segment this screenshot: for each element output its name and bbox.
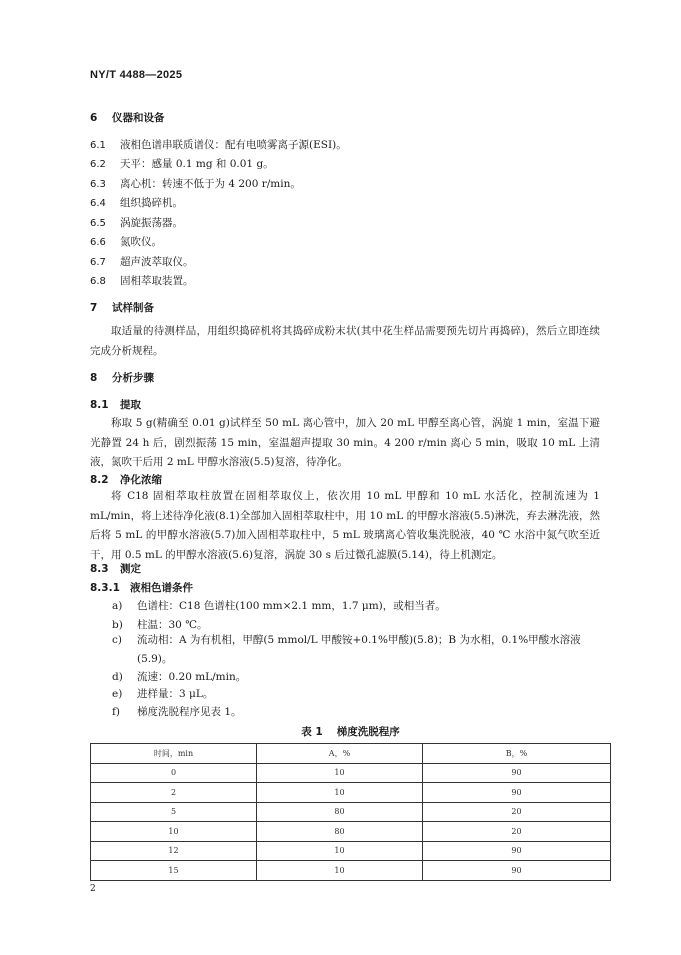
table-cell: 10 [257,861,423,881]
table-cell: 10 [257,783,423,803]
table-row [91,783,611,803]
table-cell: 80 [257,822,423,842]
section-8-1-heading [90,397,141,412]
section-title: 提取 [120,399,141,411]
section-number: 8 [90,372,98,384]
table-cell: 0 [91,763,257,783]
section-6-heading [90,110,165,125]
item-text: 离心机：转速不低于为 4 200 r/min。 [120,178,301,190]
section-8-1-paragraph: 称取 5 g(精确至 0.01 g)试样至 50 mL 离心管中，加入 20 mL 甲醇至离心管，涡旋 1 min，室温下避光静置 24 h 后，剧烈振荡 15 min，室温超声提取 30 min。4 200 r/min 离心 5 min，吸取 10 mL 上清液，氮吹干后用 2 mL 甲醇水溶液(5.5)复溶，待净化。 [90,417,600,468]
table-row [91,763,611,783]
item-text: 液相色谱串联质谱仪：配有电喷雾离子源(ESI)。 [120,139,347,151]
item-text-continuation: (5.9)。 [137,653,173,665]
lc-condition-item [112,598,446,613]
table-label: 表 1 [301,726,323,738]
list-item [90,234,162,249]
item-number: 6.6 [90,237,106,248]
list-marker: b) [112,619,123,631]
list-marker: d) [112,671,123,683]
item-number: 6.7 [90,257,106,268]
section-title: 液相色谱条件 [130,582,193,594]
section-title: 净化浓缩 [120,474,162,486]
item-number: 6.5 [90,218,106,229]
item-text: 组织捣碎机。 [120,197,183,209]
table-cell: 20 [423,822,611,842]
section-7-heading [90,300,154,315]
item-text: 超声波萃取仪。 [120,256,194,268]
table-cell: 90 [423,783,611,803]
table-row [91,822,611,842]
list-item [90,137,347,152]
table-title: 梯度洗脱程序 [336,726,400,738]
table-row [91,861,611,881]
gradient-elution-table [90,743,611,881]
list-item [90,176,301,191]
item-number: 6.2 [90,159,106,170]
table-cell: 90 [423,861,611,881]
table-cell: 5 [91,802,257,822]
item-text: 柱温：30 ℃。 [137,619,208,631]
section-title: 测定 [120,563,141,575]
item-text: 流速：0.20 mL/min。 [137,671,247,683]
section-8-3-heading [90,561,141,576]
lc-condition-item [112,686,213,701]
list-item [90,215,183,230]
table-cell: 2 [91,783,257,803]
list-marker: c) [112,634,122,646]
section-title: 试样制备 [112,302,154,314]
list-marker: a) [112,600,123,612]
table-cell: 80 [257,802,423,822]
column-header: B，% [423,744,611,764]
item-number: 6.3 [90,179,106,190]
lc-condition-item [112,617,207,632]
section-7-paragraph: 取适量的待测样品，用组织捣碎机将其捣碎成粉末状(其中花生样品需要预先切片再捣碎)，然后立即连续完成分析规程。 [90,325,600,357]
section-number: 8.3 [90,563,109,575]
section-title: 仪器和设备 [112,112,165,124]
section-title: 分析步骤 [112,372,154,384]
section-number: 8.2 [90,474,109,486]
lc-condition-item [112,669,246,684]
column-header: 时间，min [91,744,257,764]
list-item [90,273,194,288]
table-cell: 12 [91,841,257,861]
section-number: 7 [90,302,98,314]
item-number: 6.4 [90,198,106,209]
table-caption [90,724,611,739]
table-cell: 10 [91,822,257,842]
item-number: 6.8 [90,276,106,287]
table-cell: 10 [257,841,423,861]
lc-condition-item [112,632,581,647]
item-text: 流动相：A 为有机相，甲醇(5 mmol/L 甲酸铵+0.1%甲酸)(5.8)；B 为水相，0.1%甲酸水溶液 [137,634,581,646]
table-row [91,841,611,861]
table-cell: 20 [423,802,611,822]
table-cell: 90 [423,763,611,783]
list-item [90,156,274,171]
section-number: 8.1 [90,399,109,411]
list-marker: f) [112,706,120,718]
item-text: 氮吹仪。 [120,236,162,248]
column-header: A，% [257,744,423,764]
item-text: 色谱柱：C18 色谱柱(100 mm×2.1 mm，1.7 μm)，或相当者。 [137,600,446,612]
table-cell: 90 [423,841,611,861]
section-number: 6 [90,112,98,124]
table-row [91,802,611,822]
item-text: 固相萃取装置。 [120,275,194,287]
table-cell: 10 [257,763,423,783]
item-text: 天平：感量 0.1 mg 和 0.01 g。 [120,158,274,170]
section-number: 8.3.1 [90,582,120,594]
section-8-2-paragraph: 将 C18 固相萃取柱放置在固相萃取仪上，依次用 10 mL 甲醇和 10 mL 水活化，控制流速为 1 mL/min，将上述待净化液(8.1)全部加入固相萃取柱中，用 10 mL 的甲醇水溶液(5.5)淋洗，弃去淋洗液，然后将 5 mL 的甲醇水溶液(5.7)加入固相萃取柱中，5 mL 玻璃离心管收集洗脱液，40 ℃ 水浴中氮气吹至近干，用 0.5 mL 的甲醇水溶液(5.6)复溶，涡旋 30 s 后过微孔滤膜(5.14)，待上机测定。 [90,490,600,561]
page-number: 2 [90,884,96,894]
item-text: 涡旋振荡器。 [120,217,183,229]
lc-condition-item [112,704,242,719]
list-item [90,195,183,210]
table-header-row [91,744,611,764]
item-number: 6.1 [90,140,106,151]
standard-number: NY/T 4488—2025 [90,69,183,81]
section-8-heading [90,370,154,385]
section-8-3-1-heading [90,580,193,595]
item-text: 梯度洗脱程序见表 1。 [137,706,242,718]
list-marker: e) [112,688,123,700]
list-item [90,254,194,269]
table-cell: 15 [91,861,257,881]
section-8-2-heading [90,472,162,487]
item-text: 进样量：3 μL。 [137,688,214,700]
